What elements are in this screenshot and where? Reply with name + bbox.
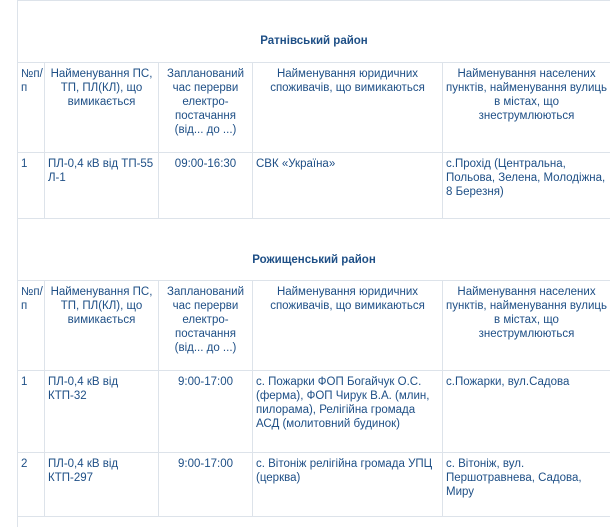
table-row [18, 371, 610, 453]
rozhysche-table [17, 218, 610, 527]
header-row [18, 63, 610, 153]
table-spacer [18, 517, 610, 527]
row-localities: с. Вітоніж, вул. Першотравнева, Садова, Миру [443, 453, 610, 517]
district-title: Ратнівський район [18, 1, 610, 63]
ratne-table [17, 0, 610, 219]
district-title-row [18, 1, 610, 63]
row-time: 9:00-17:00 [159, 453, 253, 517]
row-line: ПЛ-0,4 кВ від КТП-297 [45, 453, 159, 517]
row-time: 09:00-16:30 [159, 153, 253, 219]
header-number: №п/п [18, 63, 45, 153]
header-localities: Найменування населених пунктів, найменування вулиць в містах, що знеструмлюються [443, 63, 610, 153]
table-row [18, 453, 610, 517]
row-consumers: с. Вітоніж релігійна громада УПЦ (церква) [253, 453, 443, 517]
header-line: Найменування ПС, ТП, ПЛ(КЛ), що вимикається [45, 281, 159, 371]
row-time: 9:00-17:00 [159, 371, 253, 453]
header-row [18, 281, 610, 371]
row-line: ПЛ-0,4 кВ від ТП-55 Л-1 [45, 153, 159, 219]
header-consumers: Найменування юридичних споживачів, що вимикаються [253, 63, 443, 153]
header-time: Запланований час перерви електро-постачання (від... до ...) [159, 63, 253, 153]
row-number: 1 [18, 153, 45, 219]
district-title-row [18, 219, 610, 281]
outage-schedule [17, 0, 610, 526]
table-row [18, 153, 610, 219]
header-time: Запланований час перерви електро-постачання (від... до ...) [159, 281, 253, 371]
table-spacer-row [18, 517, 610, 527]
row-consumers: с. Пожарки ФОП Богайчук О.С. (ферма), ФОП Чирук В.А. (млин, пилорама), Релігійна громада АСД (молитовний будинок) [253, 371, 443, 453]
row-line: ПЛ-0,4 кВ від КТП-32 [45, 371, 159, 453]
header-localities: Найменування населених пунктів, найменування вулиць в містах, що знеструмлюються [443, 281, 610, 371]
row-number: 2 [18, 453, 45, 517]
district-title: Рожищенський район [18, 219, 610, 281]
header-number: №п/п [18, 281, 45, 371]
row-number: 1 [18, 371, 45, 453]
row-consumers: СВК «Україна» [253, 153, 443, 219]
row-localities: с.Прохід (Центральна, Польова, Зелена, Молодіжна, 8 Березня) [443, 153, 610, 219]
header-line: Найменування ПС, ТП, ПЛ(КЛ), що вимикається [45, 63, 159, 153]
header-consumers: Найменування юридичних споживачів, що вимикаються [253, 281, 443, 371]
row-localities: с.Пожарки, вул.Садова [443, 371, 610, 453]
